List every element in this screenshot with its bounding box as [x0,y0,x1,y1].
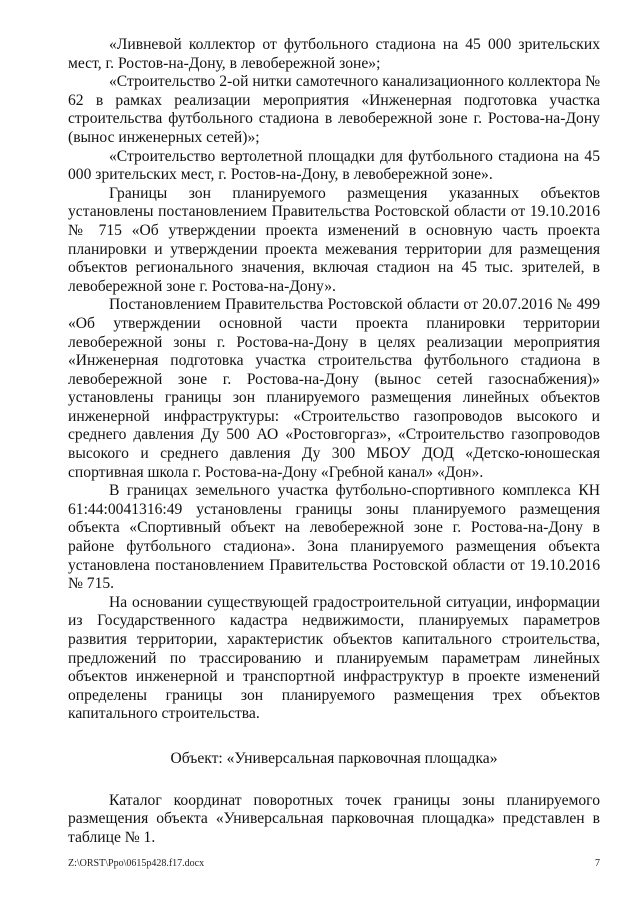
paragraph-na-osnovanii: На основании существующей градостроительной ситуации, информации из Государственного кадастра недвижимости, планируемых параметров развития территории, характеристик объектов капитального строительства, предложений по трассированию и планируемым параметрам линейных объектов инженерной и транспортной инфраструктур в проекте изменений определены границы зон планируемого размещения трех объектов капитального строительства. [68,593,600,723]
document-body [68,36,600,847]
paragraph-vertoletnaya-ploshchadka: «Строительство вертолетной площадки для футбольного стадиона на 45 000 зрительских мест, г. Ростов-на-Дону, в левобережной зоне». [68,147,600,184]
paragraph-kanalizatsionny-kollektor: «Строительство 2-ой нитки самотечного канализационного коллектора № 62 в рамках реализации мероприятия «Инженерная подготовка участка строительства футбольного стадиона в левобережной зоне г. Ростова-на-Дону (вынос инженерных сетей)»; [68,73,600,146]
paragraph-postanovlenie-499: Постановлением Правительства Ростовской области от 20.07.2016 № 499 «Об утверждении основной части проекта планировки территории левобережной зоны г. Ростова-на-Дону в целях реализации мероприятия «Инженерная подготовка участка строительства футбольного стадиона в левобережной зоне г. Ростова-на-Дону (вынос сетей газоснабжения)» установлены границы зон планируемого размещения линейных объектов инженерной инфраструктуры: «Строительство газопроводов высокого и среднего давления Ду 500 АО «Ростовгоргаз», «Строительство газопроводов высокого и среднего давления Ду 300 МБОУ ДОД «Детско-юношеская спортивная школа г. Ростова-на-Дону «Гребной канал» «Дон». [68,296,600,481]
paragraph-katalog-koordinat: Каталог координат поворотных точек границы зоны планируемого размещения объекта «Универсальная парковочная площадка» представлен в таблице № 1. [68,791,600,846]
paragraph-livnevoy-kollektor: «Ливневой коллектор от футбольного стадиона на 45 000 зрительских мест, г. Ростов-на-Дону, в левобережной зоне»; [68,36,600,72]
footer-file-path: Z:\ORST\Ppo\0615p428.f17.docx [68,858,205,869]
footer-page-number: 7 [595,858,600,869]
paragraph-zemelny-uchastok: В границах земельного участка футбольно-спортивного комплекса КН 61:44:0041316:49 установлены границы зоны планируемого размещения объекта «Спортивный объект на левобережной зоне г. Ростова-на-Дону в районе футбольного стадиона». Зона планируемого размещения объекта установлена постановлением Правительства Ростовской области от 19.10.2016 № 715. [68,482,600,593]
section-heading: Объект: «Универсальная парковочная площадка» [170,749,498,767]
paragraph-granitsy-zon: Границы зон планируемого размещения указанных объектов установлены постановлением Правительства Ростовской области от 19.10.2016 № 715 «Об утверждении проекта изменений в основную часть проекта планировки и утверждении проекта межевания территории для размещения объектов регионального значения, включая стадион на 45 тыс. зрителей, в левобережной зоне г. Ростова-на-Дону». [68,184,600,295]
